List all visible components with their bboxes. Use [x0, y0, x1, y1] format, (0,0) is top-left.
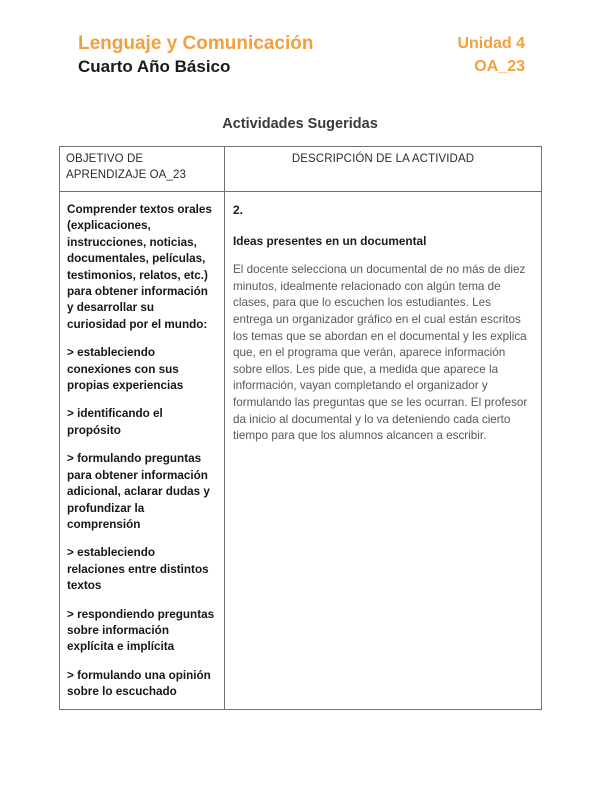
objective-bullet: > estableciendo conexiones con sus propias experiencias: [67, 346, 184, 393]
description-cell: [225, 192, 541, 709]
grade-title: Cuarto Año Básico: [78, 57, 231, 76]
objective-bullet: > formulando preguntas para obtener información adicional, aclarar dudas y profundizar la comprensión: [67, 452, 210, 531]
oa-code-title: OA_23: [474, 58, 525, 75]
table-body-row: [60, 192, 541, 709]
table-header-row: [60, 147, 541, 192]
activity-subtitle: Ideas presentes en un documental: [233, 233, 427, 248]
header-right-group: [457, 32, 525, 78]
section-heading: Actividades Sugeridas: [222, 116, 378, 132]
document-header: [0, 32, 600, 86]
objective-bullet: > respondiendo preguntas sobre información explícita e implícita: [67, 607, 215, 654]
objective-bullet: > identificando el propósito: [67, 407, 163, 437]
activity-body: El docente selecciona un documental de no más de diez minutos, idealmente relacionado con algún tema de clases, para que lo escuchen los estudiantes. Les entrega un organizador gráfico en el cual están escritos los temas que se abordan en el documental y les explica que, en el programa que verán, aparece información sobre ellos. Les pide que, a medida que aparece la información, vayan completando el organizador y formulando las preguntas que se les ocurran. El profesor da inicio al documental y lo va deteniendo cada cierto tiempo para que los alumnos alcancen a escribir.: [233, 263, 528, 443]
objective-intro: Comprender textos orales (explicaciones, instrucciones, noticias, documentales, películas, testimonios, relatos, etc.) para obtener información y desarrollar su curiosidad por el mundo:: [67, 203, 212, 331]
unit-title: Unidad 4: [457, 35, 525, 52]
activity-table: [59, 146, 542, 710]
objective-bullet: > estableciendo relaciones entre distintos textos: [67, 546, 209, 593]
column-header-description: DESCRIPCIÓN DE LA ACTIVIDAD: [291, 153, 475, 165]
column-header-objective: OBJETIVO DE APRENDIZAJE OA_23: [60, 147, 225, 191]
subject-title: Lenguaje y Comunicación: [78, 33, 314, 54]
header-left-group: [78, 32, 313, 78]
activity-number: 2.: [233, 203, 244, 217]
objective-cell: [60, 192, 225, 709]
objective-bullet: > formulando una opinión sobre lo escuchado: [67, 668, 211, 699]
